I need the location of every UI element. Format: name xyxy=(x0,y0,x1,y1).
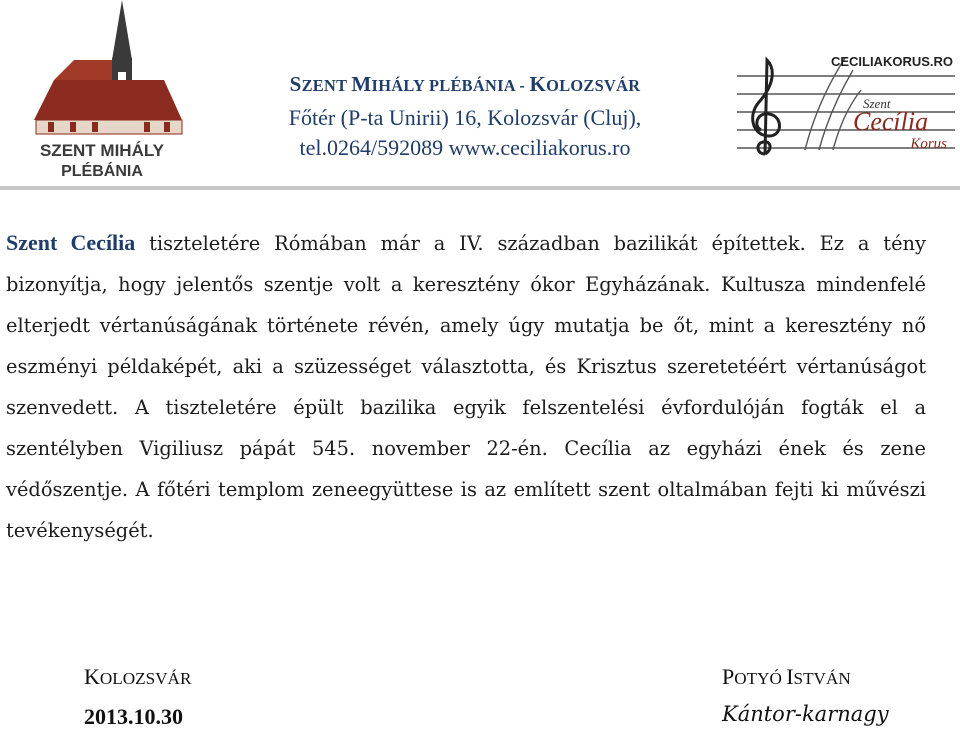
choir-logo-site: CECILIAKORUS.RO xyxy=(830,54,953,69)
choir-logo-korus: Korus xyxy=(910,136,947,152)
header-divider xyxy=(0,186,960,190)
address-line: Főtér (P-ta Unirii) 16, Kolozsvár (Cluj), xyxy=(288,105,642,130)
signature-name: POTYÓ ISTVÁN xyxy=(722,664,851,689)
contact-line: tel.0264/592089 www.ceciliakorus.ro xyxy=(299,135,631,160)
letterhead xyxy=(0,0,960,190)
church-logo xyxy=(14,0,190,180)
choir-logo-szent: Szent xyxy=(863,96,891,111)
parish-name: SZENT MIHÁLY PLÉBÁNIA - KOLOZSVÁR xyxy=(289,72,641,96)
body-text: tiszteletére Rómában már a IV. században bazilikát építettek. Ez a tény bizonyítja, hogy jelentős szentje volt a keresztény ókor Egyházának. Kultusza mindenfelé elterjedt vértanúságának története révén, amely úgy mutatja be őt, mint a keresztény nő eszményi példaképét, aki a szüzességet választotta, és Krisztus szeretetéért vértanúságot szenvedett. A tiszteletére épült bazilika egyik felszentelési évfordulóján fogták el a szentélyben Vigiliusz pápát 545. november 22-én. Cecília az egyházi ének és zene védőszentje. A főtéri templom zeneegyüttese is az említett szent oltalmában fejti ki művészi tevékenységét. xyxy=(6,232,926,542)
signature-city: KOLOZSVÁR xyxy=(84,664,192,689)
choir-logo-cecilia: Cecília xyxy=(853,107,929,136)
treble-clef-icon xyxy=(753,60,780,154)
letterhead-text xyxy=(205,72,725,163)
signature-title: Kántor-karnagy xyxy=(722,702,889,726)
church-logo-line2: PLÉBÁNIA xyxy=(61,163,143,180)
signature-date: 2013.10.30 xyxy=(84,704,183,729)
signature-left xyxy=(84,664,191,730)
church-logo-line1: SZENT MIHÁLY xyxy=(39,141,165,160)
signature-right xyxy=(722,664,889,726)
body-lead: Szent Cecília xyxy=(6,230,136,255)
body-paragraph xyxy=(6,222,926,551)
choir-logo xyxy=(735,50,957,160)
church-icon xyxy=(34,0,182,134)
